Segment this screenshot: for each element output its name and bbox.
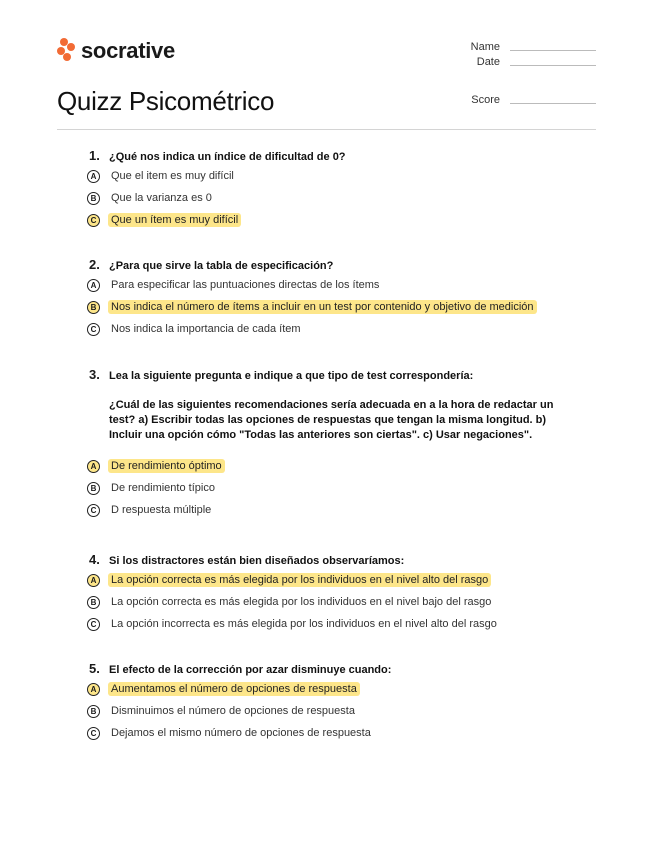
header-divider	[57, 129, 596, 130]
question-number: 3.	[89, 367, 100, 382]
option-letter-badge: B	[87, 192, 100, 205]
question-number: 1.	[89, 148, 100, 163]
option-a[interactable]	[87, 571, 587, 589]
score-line	[510, 102, 596, 104]
option-text: Que la varianza es 0	[111, 192, 212, 204]
option-b[interactable]	[87, 298, 587, 316]
question-3	[87, 367, 587, 519]
option-text: Dejamos el mismo número de opciones de respuesta	[111, 727, 371, 739]
option-letter-badge: C	[87, 504, 100, 517]
option-letter-badge: A	[87, 460, 100, 473]
date-field[interactable]	[456, 56, 596, 68]
option-b[interactable]	[87, 189, 587, 207]
question-number: 2.	[89, 257, 100, 272]
option-text: La opción incorrecta es más elegida por los individuos en el nivel alto del rasgo	[111, 618, 497, 630]
option-letter-badge: C	[87, 214, 100, 227]
option-text: Que el item es muy difícil	[111, 170, 234, 182]
question-text: ¿Para que sirve la tabla de especificación?	[109, 260, 334, 272]
question-2	[87, 257, 587, 338]
brand-name: socrative	[81, 38, 175, 63]
question-text: Lea la siguiente pregunta e indique a que tipo de test correspondería:	[109, 370, 474, 382]
option-c[interactable]	[87, 501, 587, 519]
option-text: La opción correcta es más elegida por los individuos en el nivel alto del rasgo	[108, 573, 491, 587]
option-text: La opción correcta es más elegida por los individuos en el nivel bajo del rasgo	[111, 596, 492, 608]
question-4	[87, 552, 587, 633]
option-text: Disminuimos el número de opciones de respuesta	[111, 705, 355, 717]
option-a[interactable]	[87, 276, 587, 294]
date-label: Date	[476, 56, 500, 68]
question-text: Si los distractores están bien diseñados observaríamos:	[109, 555, 405, 567]
option-text: De rendimiento óptimo	[108, 459, 225, 473]
option-text: Que un ítem es muy difícil	[108, 213, 241, 227]
option-c[interactable]	[87, 615, 587, 633]
option-c[interactable]	[87, 211, 587, 229]
option-letter-badge: C	[87, 323, 100, 336]
question-1	[87, 148, 587, 229]
option-text: D respuesta múltiple	[111, 504, 212, 516]
option-text: Nos indica la importancia de cada ítem	[111, 323, 301, 335]
option-a[interactable]	[87, 457, 587, 475]
option-letter-badge: A	[87, 683, 100, 696]
question-number: 5.	[89, 661, 100, 676]
question-5	[87, 661, 587, 742]
option-letter-badge: B	[87, 301, 100, 314]
option-letter-badge: C	[87, 618, 100, 631]
name-field[interactable]	[456, 41, 596, 53]
option-text: Aumentamos el número de opciones de respuesta	[108, 682, 360, 696]
question-prompt: ¿Cuál de las siguientes recomendaciones sería adecuada en a la hora de redactar un test? a) Escribir todas las opciones de respuestas que tengan la misma longitud. b) Incluir una opción cómo "Todas las anteriores son ciertas". c) Usar negaciones".	[109, 399, 554, 441]
option-text: De rendimiento típico	[111, 482, 215, 494]
date-line	[510, 64, 596, 66]
option-b[interactable]	[87, 479, 587, 497]
option-letter-badge: A	[87, 279, 100, 292]
question-text: El efecto de la corrección por azar disminuye cuando:	[109, 664, 392, 676]
option-a[interactable]	[87, 167, 587, 185]
score-field[interactable]	[456, 94, 596, 106]
question-text: ¿Qué nos indica un índice de dificultad de 0?	[109, 151, 346, 163]
option-text: Para especificar las puntuaciones directas de los ítems	[111, 279, 380, 291]
option-letter-badge: C	[87, 727, 100, 740]
name-line	[510, 49, 596, 51]
option-b[interactable]	[87, 593, 587, 611]
option-letter-badge: B	[87, 596, 100, 609]
page-title: Quizz Psicométrico	[57, 86, 275, 116]
name-label: Name	[470, 41, 500, 53]
option-a[interactable]	[87, 680, 587, 698]
option-c[interactable]	[87, 724, 587, 742]
socrative-logo	[57, 38, 175, 64]
option-letter-badge: B	[87, 705, 100, 718]
option-letter-badge: A	[87, 574, 100, 587]
score-label: Score	[471, 94, 500, 106]
option-b[interactable]	[87, 702, 587, 720]
option-c[interactable]	[87, 320, 587, 338]
socrative-logo-icon	[57, 38, 77, 64]
option-letter-badge: B	[87, 482, 100, 495]
question-number: 4.	[89, 552, 100, 567]
option-letter-badge: A	[87, 170, 100, 183]
option-text: Nos indica el número de ítems a incluir en un test por contenido y objetivo de medición	[108, 300, 537, 314]
